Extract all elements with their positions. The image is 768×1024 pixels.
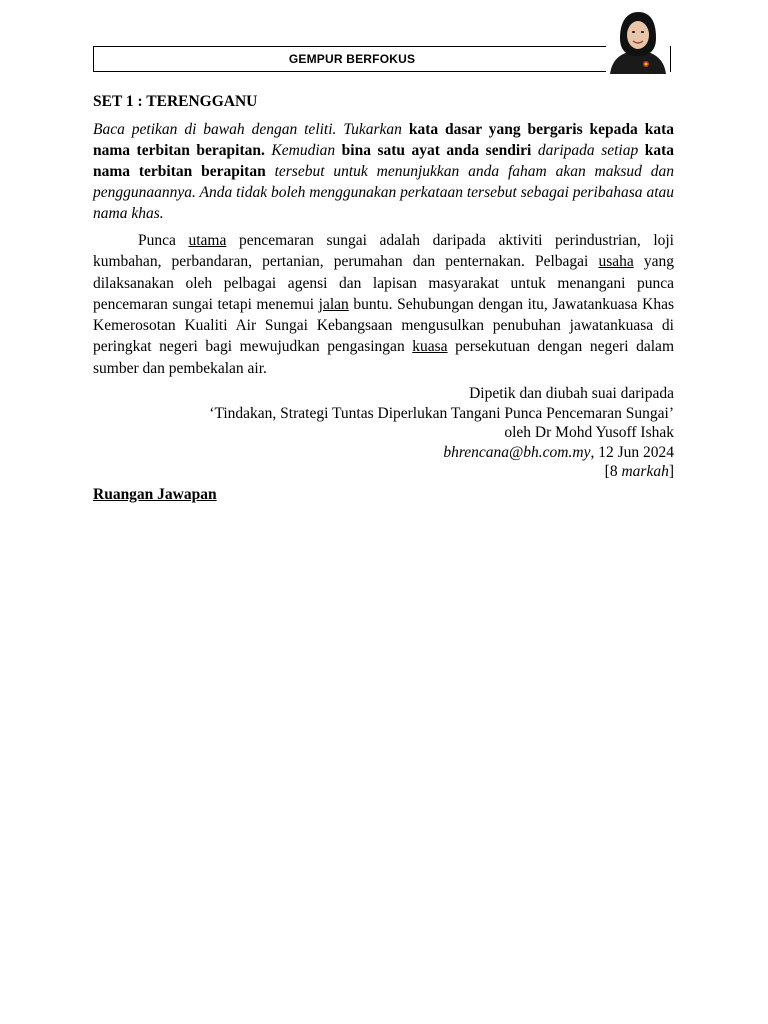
passage-seg-3: yang dilaksanakan oleh pelbagai agensi dan lapisan masyarakat untuk menangani punca pencemaran sungai tetapi menemui (93, 253, 674, 313)
source-date: , 12 Jun 2024 (590, 443, 674, 461)
marks-open: [8 (604, 463, 622, 481)
underlined-word-utama: utama (188, 232, 227, 249)
source-email: bhrencana@bh.com.my (443, 443, 591, 461)
instr-part-3: . (261, 142, 265, 159)
avatar-portrait (606, 8, 670, 74)
source-email-date (93, 443, 674, 463)
instr-part-5: bina satu ayat anda sendiri (341, 142, 532, 159)
source-author: oleh Dr Mohd Yusoff Ishak (504, 424, 674, 442)
underlined-word-jalan: jalan (318, 295, 349, 313)
instr-part-1: Baca petikan di bawah dengan teliti. Tukarkan (93, 121, 402, 138)
passage-seg-2: pencemaran sungai adalah daripada aktiviti perindustrian, loji kumbahan, perbandaran, pertanian, perumahan dan penternakan. Pelbagai (93, 232, 674, 271)
marks-close: ] (668, 463, 674, 481)
passage-seg-1: Punca (138, 232, 189, 249)
document-body (93, 93, 674, 504)
answer-space-heading: Ruangan Jawapan (93, 485, 217, 503)
instr-part-7: kata nama terbitan berapitan (93, 142, 675, 180)
header-title: GEMPUR BERFOKUS (288, 52, 416, 66)
instr-part-8: tersebut untuk menunjukkan anda faham akan maksud dan penggunaannya. Anda tidak boleh menggunakan perkataan tersebut sebagai peribahasa atau nama khas. (93, 163, 675, 222)
passage-seg-4: buntu. Sehubungan dengan itu, Jawatankuasa Khas Kemerosotan Kualiti Air Sungai Kebangsaan mengusulkan penubuhan jawatankuasa di peringkat negeri bagi mewujudkan pengasingan (93, 295, 674, 356)
instr-part-6: daripada setiap (537, 142, 639, 159)
instr-part-4: Kemudian (271, 142, 336, 159)
underlined-word-usaha: usaha (598, 253, 634, 271)
passage-seg-5: persekutuan dengan negeri dalam sumber dan pembekalan air. (93, 338, 674, 377)
source-citation (93, 384, 674, 482)
avatar (606, 8, 670, 74)
set-title: SET 1 : TERENGGANU (93, 93, 258, 110)
passage (93, 230, 674, 379)
underlined-word-kuasa: kuasa (412, 338, 448, 356)
header-box (93, 46, 671, 72)
marks-label (93, 462, 674, 482)
instr-part-2: kata dasar yang bergaris kepada kata nama terbitan berapitan (93, 121, 675, 159)
source-article-title: ‘Tindakan, Strategi Tuntas Diperlukan Tangani Punca Pencemaran Sungai’ (209, 404, 674, 422)
source-line-1: Dipetik dan diubah suai daripada (469, 385, 674, 403)
instructions (93, 119, 674, 224)
marks-word: markah (621, 463, 669, 481)
